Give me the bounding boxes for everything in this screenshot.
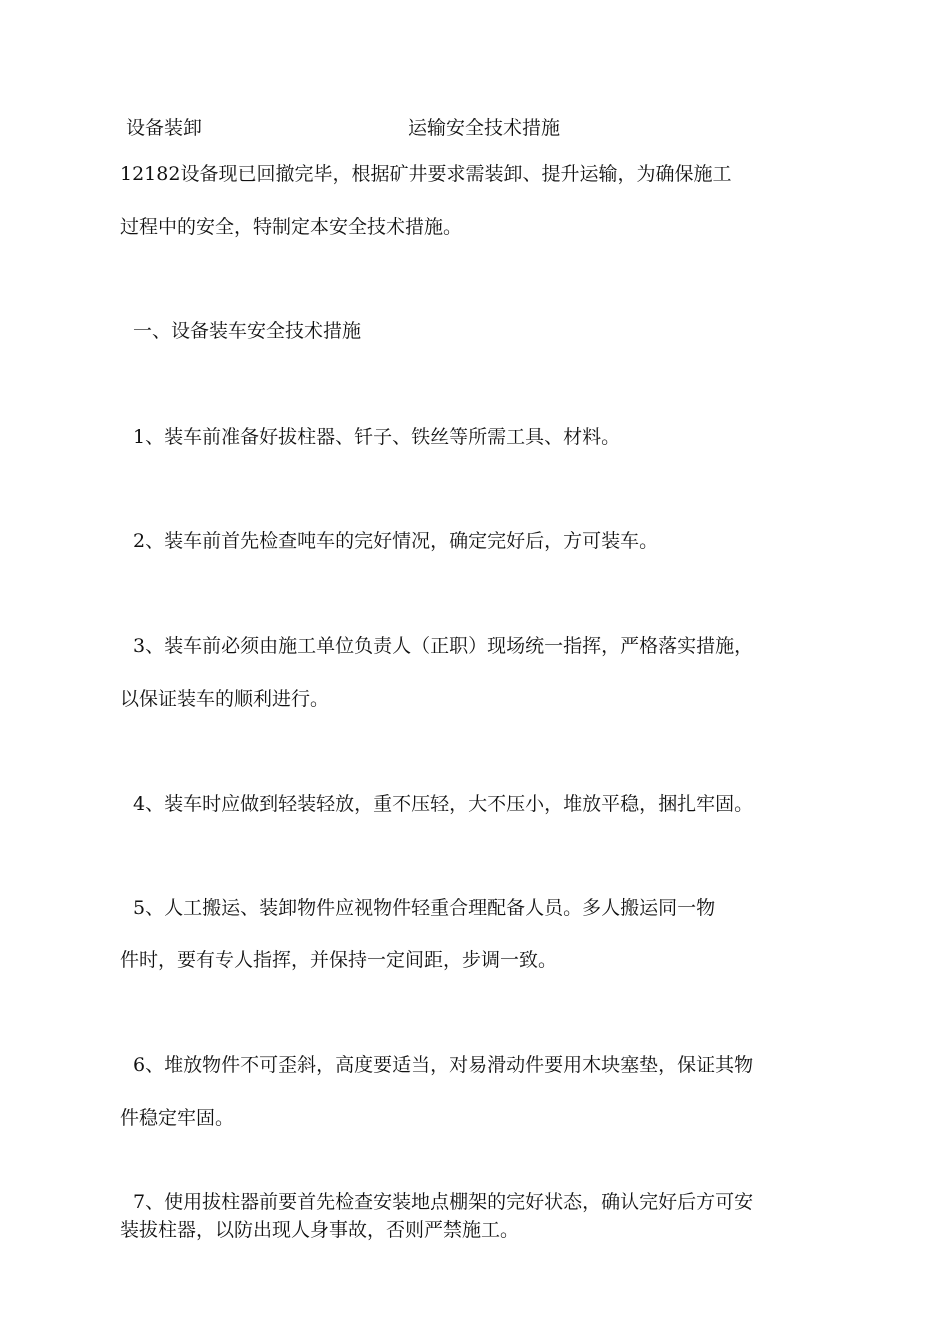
item-7-line-1: 7、使用拔柱器前要首先检查安装地点棚架的完好状态，确认完好后方可安 bbox=[133, 1191, 754, 1213]
title-right: 运输安全技术措施 bbox=[408, 117, 561, 139]
section-1-heading: 一、设备装车安全技术措施 bbox=[133, 320, 362, 342]
item-1: 1、装车前准备好拔柱器、钎子、铁丝等所需工具、材料。 bbox=[133, 426, 621, 448]
item-3-line-1: 3、装车前必须由施工单位负责人（正职）现场统一指挥，严格落实措施， bbox=[133, 635, 754, 657]
item-5-line-1: 5、人工搬运、装卸物件应视物件轻重合理配备人员。多人搬运同一物 bbox=[133, 897, 716, 919]
title-left: 设备装卸 bbox=[126, 117, 203, 139]
item-4: 4、装车时应做到轻装轻放，重不压轻，大不压小，堆放平稳，捆扎牢固。 bbox=[133, 793, 754, 815]
item-3-line-2: 以保证装车的顺利进行。 bbox=[120, 688, 330, 710]
item-7-line-2: 装拔柱器，以防出现人身事故，否则严禁施工。 bbox=[120, 1219, 520, 1241]
item-5-line-2: 件时，要有专人指挥，并保持一定间距，步调一致。 bbox=[120, 949, 558, 971]
intro-line-1: 12182设备现已回撤完毕，根据矿井要求需装卸、提升运输，为确保施工 bbox=[120, 163, 732, 185]
item-2: 2、装车前首先检查吨车的完好情况，确定完好后，方可装车。 bbox=[133, 530, 659, 552]
item-6-line-2: 件稳定牢固。 bbox=[120, 1107, 235, 1129]
item-6-line-1: 6、堆放物件不可歪斜，高度要适当，对易滑动件要用木块塞垫，保证其物 bbox=[133, 1054, 754, 1076]
intro-line-2: 过程中的安全，特制定本安全技术措施。 bbox=[120, 216, 463, 238]
